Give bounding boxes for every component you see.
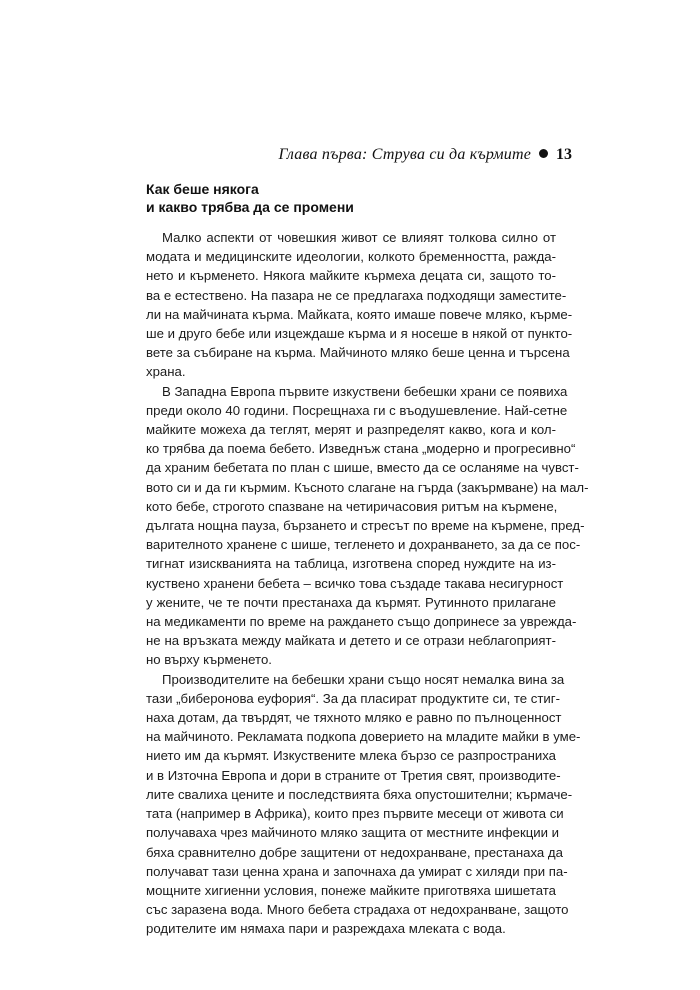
text-line: тата (например в Африка), които през първите месеци от живота си [146, 806, 564, 822]
text-line: вото си и да ги кърмим. Късното слагане на гърда (закърмване) на мал- [146, 479, 589, 495]
paragraph [146, 670, 581, 939]
running-header [278, 146, 572, 164]
text-line: и в Източна Европа и дори в страните от Третия свят, производите- [146, 767, 561, 783]
text-line: майките можеха да теглят, мерят и разпределят какво, кога и кол- [146, 422, 556, 438]
text-line: кото бебе, строгото спазване на четиричасовия ритъм на кърмене, [146, 498, 558, 514]
text-line: родителите им нямаха пари и разреждаха млеката с вода. [146, 921, 506, 937]
text-line: бяха сравнително добре защитени от недохранване, престанаха да [146, 844, 563, 860]
text-line: не на връзката между майката и детето и се отрази неблагоприят- [146, 633, 556, 649]
text-line: преди около 40 години. Посрещнаха ги с въодушевление. Най-сетне [146, 402, 568, 418]
text-line: ше и друго бебе или изцеждаше кърма и я носеше в някой от пункто- [146, 326, 573, 342]
page-number: 13 [556, 146, 572, 163]
section-heading-line-2: и какво трябва да се промени [146, 199, 354, 215]
text-line: да храним бебетата по план с шише, вместо да се осланяме на чувст- [146, 460, 579, 476]
text-line: тигнат изискванията на таблица, изготвена според нуждите на из- [146, 556, 556, 572]
text-line: храна. [146, 364, 186, 380]
text-line: на медикаменти по време на раждането също допринесе за увреждa- [146, 614, 577, 630]
body-text [146, 228, 589, 939]
text-line: Малко аспекти от човешкия живот се влияят толкова силно от [162, 230, 556, 245]
text-line: модата и медицинските идеологии, колкото бременността, раждa- [146, 249, 556, 265]
text-line: у жените, че те почти престанаха да кърмят. Рутинното прилагане [146, 594, 556, 610]
text-line: получават тази ценна храна и започнаха да умират с хиляди при па- [146, 863, 568, 879]
running-title: Глава първа: Струва си да кърмите [278, 146, 531, 163]
paragraph [146, 228, 573, 382]
text-line: ли на майчината кърма. Майката, която имаше повече мляко, кърме- [146, 306, 573, 322]
section-heading [146, 180, 566, 216]
text-line: лите свалиха цените и последствията бяха опустошителни; кърмаче- [146, 786, 573, 802]
text-line: вете за събиране на кърма. Майчиното мляко беше ценна и търсена [146, 345, 570, 361]
text-line: Производителите на бебешки храни също носят немалка вина за [162, 671, 565, 687]
text-line: тази „биберонова еуфория“. За да пласират продуктите си, те стиг- [146, 690, 560, 706]
text-line: нието им да кърмят. Изкуствените млека бързо се разпространиха [146, 748, 556, 764]
text-line: със заразена вода. Много бебета страдаха от недохранване, защото [146, 902, 569, 918]
text-line: получаваха чрез майчиното мляко защита от местните инфекции и [146, 825, 560, 841]
text-line: на майчиното. Рекламата подкопа доверието на младите майки в уме- [146, 729, 581, 745]
bullet-dot-icon [539, 149, 548, 158]
text-line: нето и кърменето. Някога майките кърмеха децата си, защото то- [146, 268, 556, 284]
text-line: дългата нощна пауза, бързането и стресът по време на кърмене, пред- [146, 518, 585, 534]
text-line: мощните хигиенни условия, понеже майките приготвяха шишетата [146, 882, 556, 898]
text-line: варителното хранене с шише, теглeнето и дохранването, за да се пос- [146, 537, 581, 553]
text-line: наха дотам, да твърдят, че тяхното мляко е равно по пълноценност [146, 710, 562, 726]
text-line: но върху кърменето. [146, 652, 272, 668]
text-line: ко трябва да поема бебето. Изведнъж стана „модерно и прогресивно“ [146, 441, 576, 457]
text-line: В Западна Европа първите изкуствени бебешки храни се появиха [162, 383, 568, 399]
section-heading-line-1: Как беше някога [146, 181, 259, 197]
text-line: ва е естествено. На пазара не се предлагаха подходящи заместите- [146, 287, 567, 303]
paragraph [146, 382, 589, 670]
text-line: куствено хранени бебета – всичко това създаде такава несигурност [146, 575, 564, 591]
